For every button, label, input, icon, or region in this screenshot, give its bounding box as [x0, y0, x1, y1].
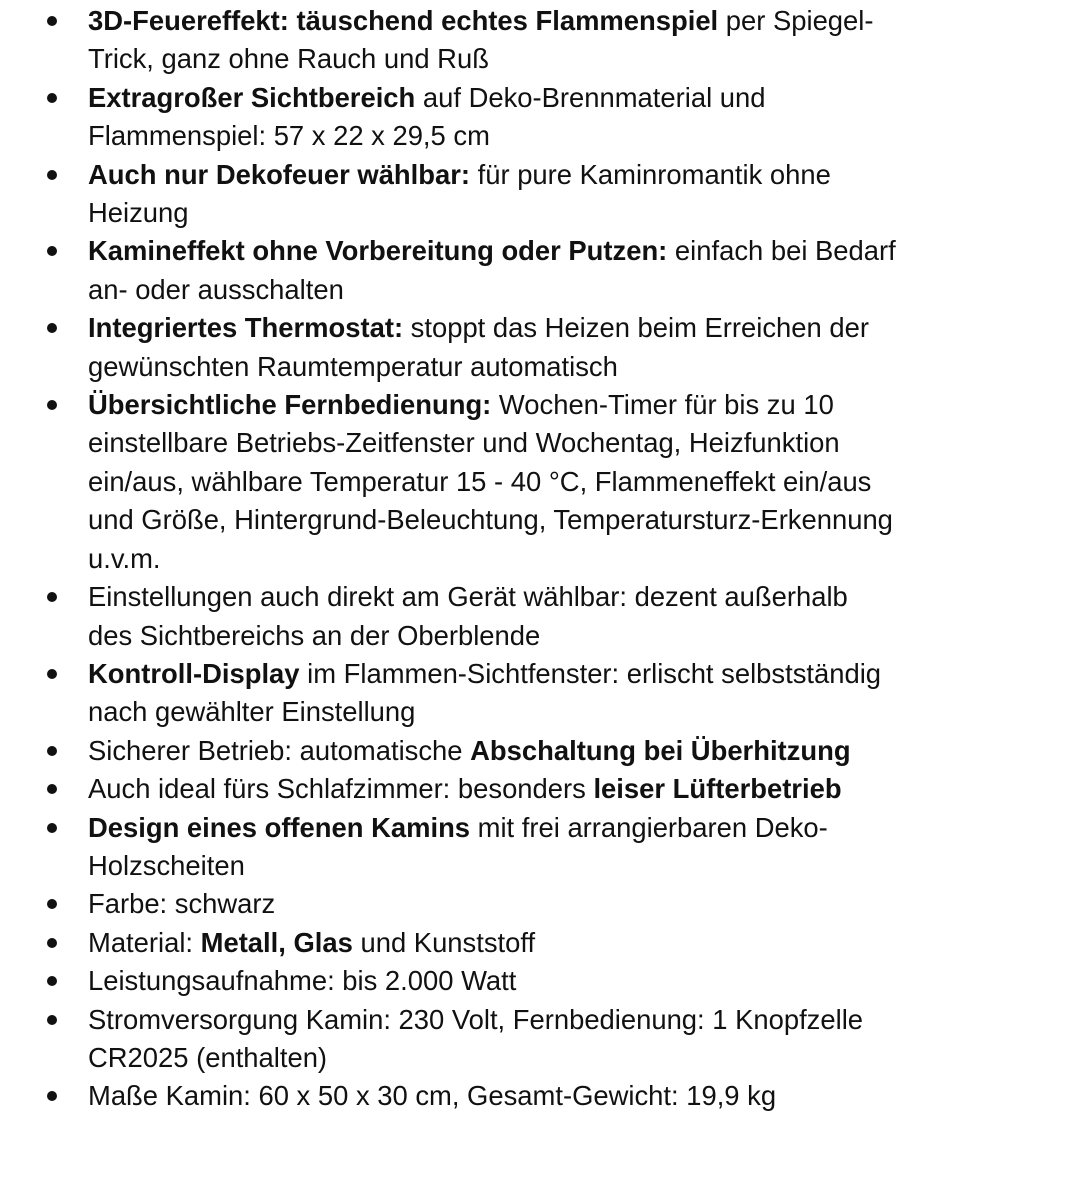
feature-text: Sicherer Betrieb: automatische — [88, 734, 471, 766]
feature-list-item — [0, 79, 1069, 156]
bullet-icon — [47, 746, 57, 756]
feature-list-item — [0, 770, 1069, 808]
feature-highlight-text: Metall, Glas — [200, 926, 353, 958]
feature-text: einfach bei Bedarf an- oder ausschalten — [88, 235, 896, 305]
feature-list-item — [0, 2, 1069, 79]
bullet-icon — [47, 976, 57, 986]
feature-list-item — [0, 924, 1069, 962]
bullet-icon — [47, 93, 57, 103]
bullet-icon — [47, 1015, 57, 1025]
bullet-icon — [47, 400, 57, 410]
feature-text: Einstellungen auch direkt am Gerät wählbar: dezent außerhalb des Sichtbereichs an der Oberblende — [88, 581, 848, 651]
feature-text: Leistungsaufnahme: bis 2.000 Watt — [88, 965, 517, 997]
product-feature-list — [0, 2, 1069, 1116]
feature-text: stoppt das Heizen beim Erreichen der gewünschten Raumtemperatur automatisch — [88, 312, 869, 382]
feature-text: Stromversorgung Kamin: 230 Volt, Fernbedienung: 1 Knopfzelle CR2025 (enthalten) — [88, 1003, 864, 1073]
feature-text: mit frei arrangierbaren Deko-Holzscheiten — [88, 811, 828, 881]
bullet-icon — [47, 1091, 57, 1101]
bullet-icon — [47, 170, 57, 180]
feature-highlight-text: Abschaltung bei Überhitzung — [470, 734, 851, 766]
feature-text: im Flammen-Sichtfenster: erlischt selbstständig nach gewählter Einstellung — [88, 657, 882, 728]
bullet-icon — [47, 669, 57, 679]
feature-text: Material: — [88, 926, 201, 958]
feature-list-item — [0, 1077, 1069, 1115]
feature-highlight-text: Kamineffekt ohne Vorbereitung oder Putzen: — [88, 235, 668, 267]
feature-text: und Kunststoff — [352, 926, 536, 958]
feature-text: Wochen-Timer für bis zu 10 einstellbare Betriebs-Zeitfenster und Wochentag, Heizfunktion ein/aus, wählbare Temperatur 15 - 40 °C, Flammeneffekt ein/aus und Größe, Hintergrund-Beleuchtung, Temperatursturz-Erkennung u.v.m. — [88, 389, 893, 574]
feature-list-item — [0, 732, 1069, 770]
feature-text: für pure Kaminromantik ohne Heizung — [88, 158, 831, 229]
feature-highlight-text: Design eines offenen Kamins — [88, 811, 471, 843]
bullet-icon — [47, 592, 57, 602]
feature-highlight-text: leiser Lüfterbetrieb — [593, 773, 842, 805]
feature-list-item — [0, 885, 1069, 923]
feature-list-item — [0, 156, 1069, 233]
feature-list-item — [0, 655, 1069, 732]
feature-list-item — [0, 578, 1069, 655]
feature-list-item — [0, 809, 1069, 886]
feature-text: auf Deko-Brennmaterial und Flammenspiel: 57 x 22 x 29,5 cm — [88, 81, 766, 152]
feature-list-item — [0, 962, 1069, 1000]
feature-list-item — [0, 232, 1069, 309]
bullet-icon — [47, 16, 57, 26]
feature-highlight-text: Auch nur Dekofeuer wählbar: — [88, 158, 471, 190]
feature-list-item — [0, 386, 1069, 578]
feature-highlight-text: Integriertes Thermostat: — [88, 312, 404, 344]
bullet-icon — [47, 323, 57, 333]
bullet-icon — [47, 938, 57, 948]
bullet-icon — [47, 823, 57, 833]
feature-text: Farbe: schwarz — [88, 888, 276, 920]
feature-text: Maße Kamin: 60 x 50 x 30 cm, Gesamt-Gewicht: 19,9 kg — [88, 1080, 777, 1112]
feature-highlight-text: Extragroßer Sichtbereich — [88, 81, 416, 113]
feature-text: per Spiegel-Trick, ganz ohne Rauch und Ruß — [88, 5, 874, 75]
feature-highlight-text: Übersichtliche Fernbedienung: — [88, 389, 492, 421]
feature-text: Auch ideal fürs Schlafzimmer: besonders — [88, 773, 594, 805]
feature-list-item — [0, 1001, 1069, 1078]
bullet-icon — [47, 784, 57, 794]
bullet-icon — [47, 246, 57, 256]
feature-list-item — [0, 309, 1069, 386]
bullet-icon — [47, 899, 57, 909]
feature-highlight-text: 3D-Feuereffekt: täuschend echtes Flammenspiel — [88, 5, 719, 36]
feature-highlight-text: Kontroll-Display — [88, 657, 300, 689]
